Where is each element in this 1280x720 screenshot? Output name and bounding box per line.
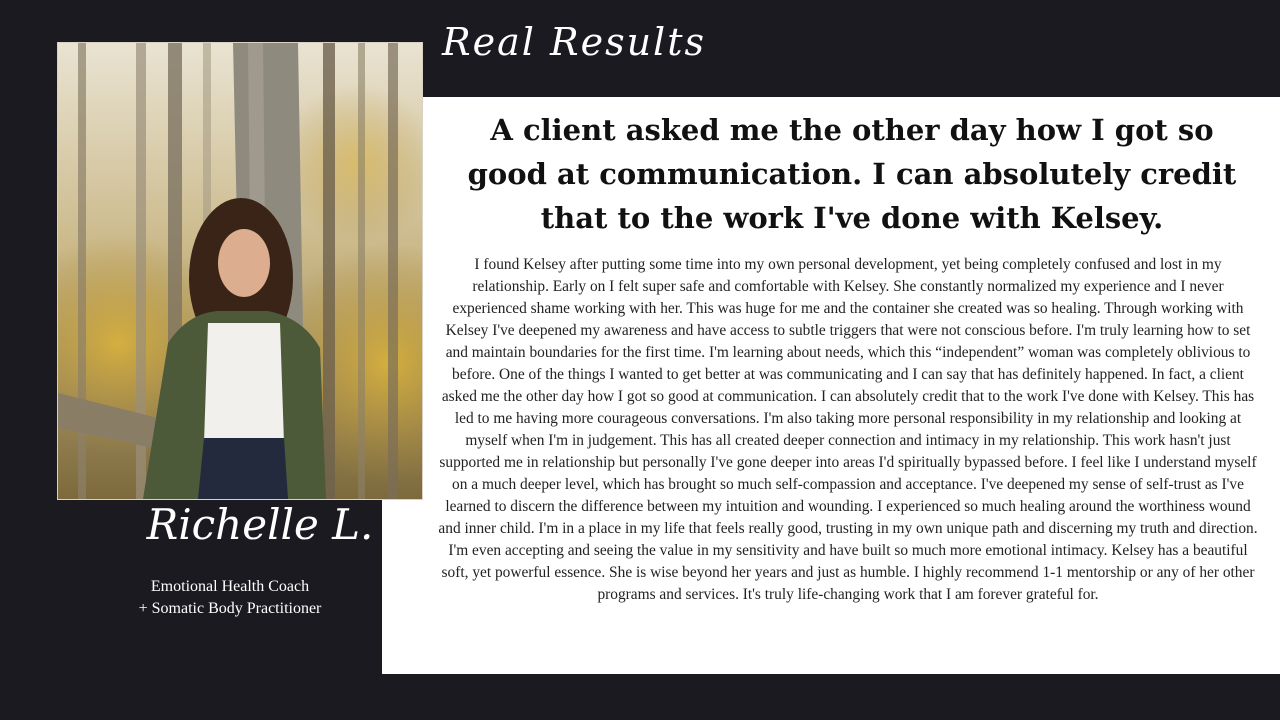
client-role-line-1: Emotional Health Coach [150, 578, 310, 595]
client-name: Richelle L. [146, 500, 374, 549]
section-title: Real Results [442, 20, 706, 64]
client-role-line-2: + Somatic Body Practitioner [138, 600, 322, 617]
testimonial-headline: A client asked me the other day how I got so good at communication. I can absolutely credit that to the work I've done with Kelsey. [467, 113, 1237, 235]
client-role [100, 576, 360, 620]
testimonial-body: I found Kelsey after putting some time into my own personal development, yet being completely confused and lost in my relationship. Early on I felt super safe and comfortable with Kelsey. She constantly normalized my experience and I never experienced shame working with her. This was huge for me and the container she created was so healing. Through working with Kelsey I've deepened my awareness and have access to subtle triggers that were not conscious before. I'm truly learning how to set and maintain boundaries for the first time. I'm learning about needs, which this “independent” woman was completely oblivious to before. One of the things I wanted to get better at was communicating and I can say that has definitely happened. In fact, a client asked me the other day how I got so good at communication. I can absolutely credit that to the work I've done with Kelsey. This has led to me having more courageous conversations. I'm also taking more personal responsibility in my relationship and looking at myself when I'm in judgement. This has all created deeper connection and intimacy in my relationship. This work hasn't just supported me in relationship but personally I've gone deeper into areas I'd spiritually bypassed before. I feel like I understand myself on a much deeper level, which has brought so much self-compassion and acceptance. I've deepened my sense of self-trust as I've learned to discern the difference between my intuition and wounding. I experienced so much healing around the worthiness wound and inner child. I'm in a place in my life that feels really good, trusting in my own unique path and discerning my truth and direction. I'm even accepting and seeing the value in my sensitivity and have built so much more emotional intimacy. Kelsey has a beautiful soft, yet powerful essence. She is wise beyond her years and just as humble. I highly recommend 1-1 mentorship or any of her other programs and services. It's truly life-changing work that I am forever grateful for. [438, 256, 1258, 603]
client-photo [57, 42, 423, 500]
